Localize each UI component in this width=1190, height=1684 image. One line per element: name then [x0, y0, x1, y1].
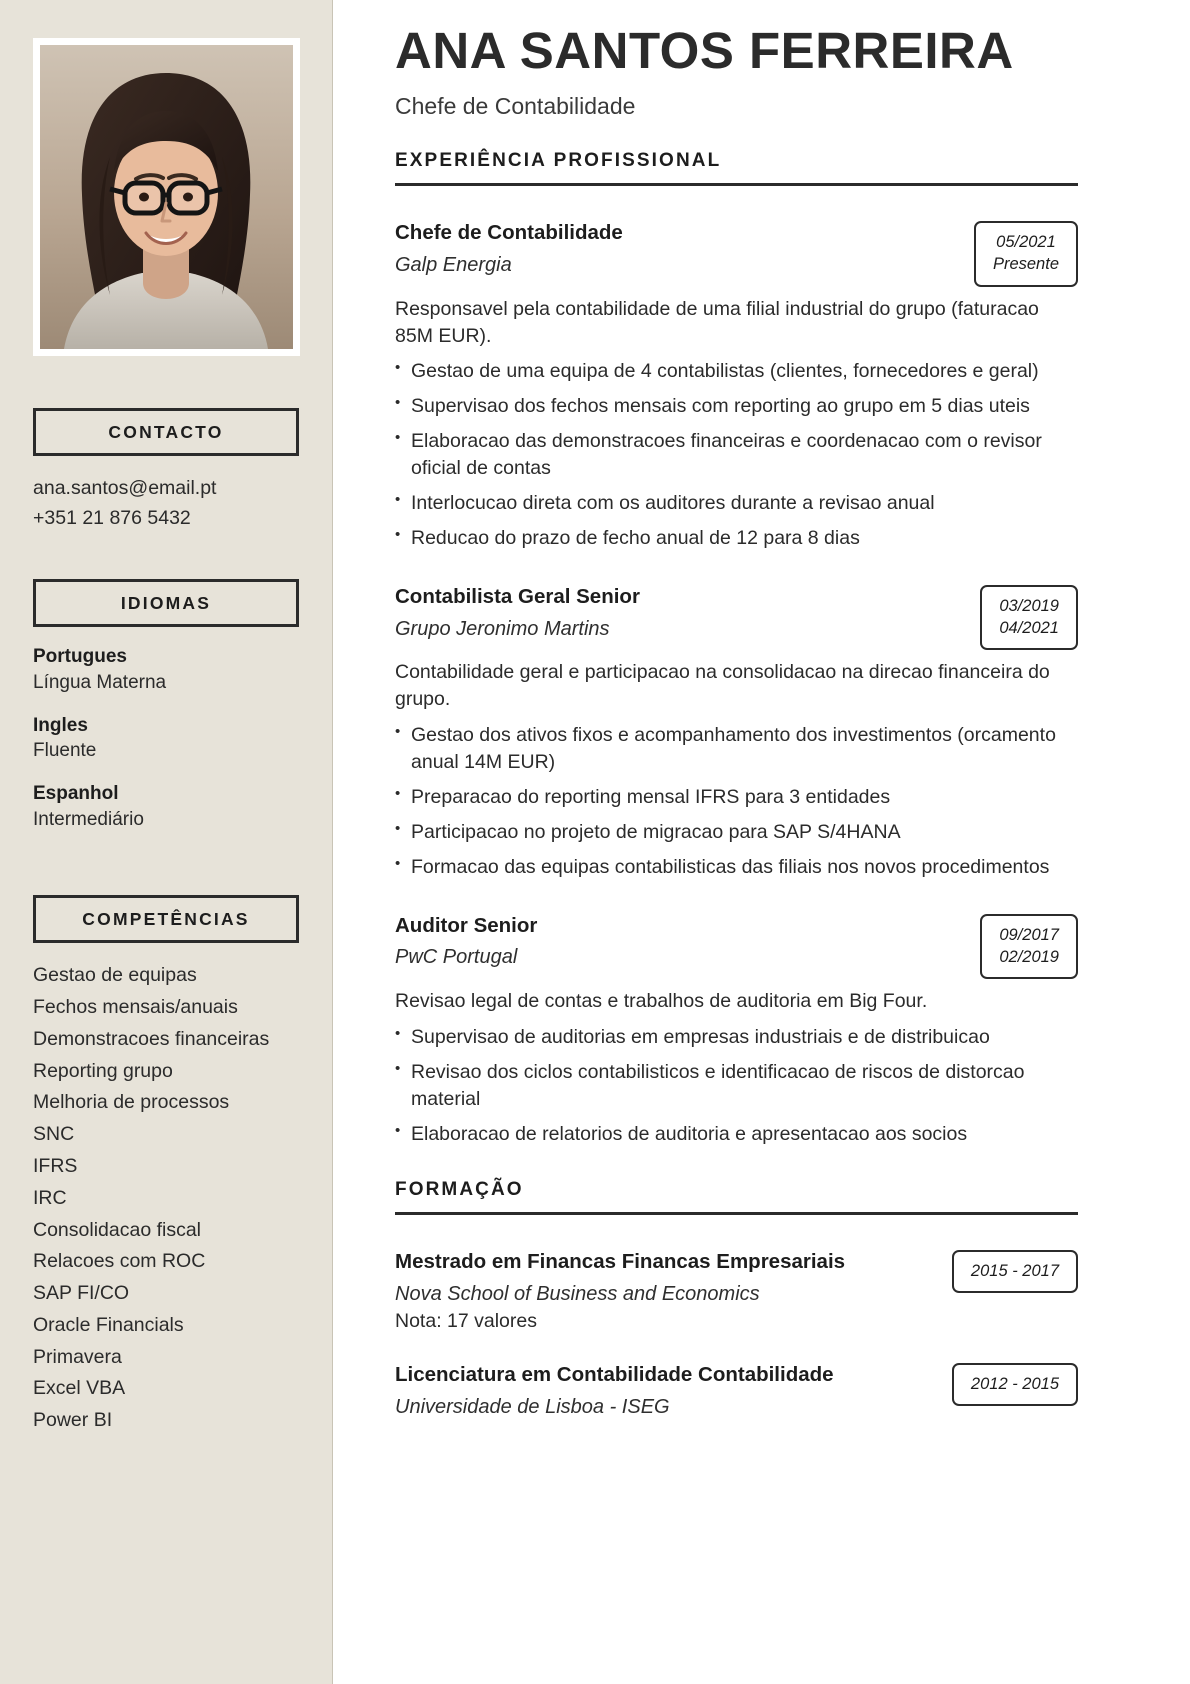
skills-list [33, 960, 299, 1437]
list-item: SNC [33, 1123, 75, 1146]
entry-header [395, 1361, 1078, 1421]
contact-email[interactable]: ana.santos@email.pt [33, 477, 217, 499]
language-name: Espanhol [33, 783, 119, 804]
institution-name: Nova School of Business and Economics [395, 1282, 760, 1305]
contact-heading: CONTACTO [33, 408, 299, 456]
employer-name: Galp Energia [395, 253, 512, 276]
date-start: 03/2019 [999, 596, 1059, 615]
list-item [33, 781, 299, 832]
list-item: Gestao de equipas [33, 964, 197, 987]
date-range: 2012 - 2015 [970, 1374, 1059, 1393]
job-title: Contabilista Geral Senior [395, 584, 640, 608]
date-end: 04/2021 [999, 619, 1059, 638]
list-item: • Revisao dos ciclos contabilisticos e identificacao de riscos de distorcao material [395, 1059, 1067, 1113]
spacer [33, 533, 299, 579]
language-level: Língua Materna [33, 672, 167, 694]
entry-titles [395, 1248, 845, 1335]
profile-photo-frame [33, 38, 300, 356]
list-item: IFRS [33, 1154, 78, 1177]
date-start: 05/2021 [996, 233, 1056, 252]
date-badge [952, 1363, 1078, 1406]
date-badge [974, 221, 1078, 287]
sidebar [0, 0, 333, 1684]
degree-grade: Nota: 17 valores [395, 1309, 537, 1332]
main-content [333, 0, 1190, 1684]
date-badge [952, 1250, 1078, 1293]
job-title: Auditor Senior [395, 913, 538, 937]
date-end: Presente [992, 255, 1059, 274]
list-item: • Supervisao dos fechos mensais com reporting ao grupo em 5 dias uteis [395, 393, 1067, 420]
list-item: • Elaboracao de relatorios de auditoria e apresentacao aos socios [395, 1121, 1067, 1148]
list-item: • Participacao no projeto de migracao para SAP S/4HANA [395, 819, 1067, 846]
date-start: 09/2017 [999, 925, 1059, 944]
language-name: Portugues [33, 646, 127, 668]
languages-list [33, 644, 299, 832]
list-item: Fechos mensais/anuais [33, 996, 238, 1019]
experience-heading: EXPERIÊNCIA PROFISSIONAL [395, 150, 1078, 186]
list-item: Consolidacao fiscal [33, 1218, 202, 1241]
experience-entry [395, 912, 1078, 1148]
list-item: SAP FI/CO [33, 1282, 130, 1305]
list-item: Power BI [33, 1409, 113, 1432]
education-entry [395, 1248, 1078, 1335]
skills-heading: COMPETÊNCIAS [33, 895, 299, 943]
list-item: Relacoes com ROC [33, 1250, 206, 1273]
date-badge [980, 585, 1078, 651]
entry-header [395, 583, 1078, 651]
entry-titles [395, 1361, 834, 1421]
list-item [33, 644, 299, 695]
list-item: • Elaboracao das demonstracoes financeiras e coordenacao com o revisor oficial de contas [395, 428, 1067, 482]
entry-summary: Contabilidade geral e participacao na consolidacao na direcao financeira do grupo. [395, 661, 1050, 711]
list-item: • Preparacao do reporting mensal IFRS para 3 entidades [395, 784, 1067, 811]
date-badge [980, 914, 1078, 980]
employer-name: Grupo Jeronimo Martins [395, 617, 610, 640]
experience-entry [395, 219, 1078, 552]
list-item: Melhoria de processos [33, 1091, 230, 1114]
languages-heading: IDIOMAS [33, 579, 299, 627]
avatar [40, 45, 293, 349]
institution-name: Universidade de Lisboa - ISEG [395, 1395, 670, 1418]
language-level: Intermediário [33, 808, 144, 830]
date-range: 2015 - 2017 [970, 1261, 1059, 1280]
entry-bullets [395, 358, 1078, 551]
contact-phone[interactable]: +351 21 876 5432 [33, 507, 191, 530]
list-item: • Gestao dos ativos fixos e acompanhamento dos investimentos (orcamento anual 14M EUR) [395, 722, 1067, 776]
employer-name: PwC Portugal [395, 946, 518, 969]
entry-titles [395, 583, 640, 643]
job-headline: Chefe de Contabilidade [395, 93, 636, 120]
entry-titles [395, 219, 623, 279]
language-name: Ingles [33, 714, 88, 736]
entry-bullets [395, 722, 1078, 881]
list-item: • Reducao do prazo de fecho anual de 12 para 8 dias [395, 525, 1067, 552]
entry-titles [395, 912, 537, 972]
list-item: Excel VBA [33, 1377, 126, 1400]
list-item: • Gestao de uma equipa de 4 contabilistas (clientes, fornecedores e geral) [395, 358, 1067, 385]
entry-header [395, 219, 1078, 287]
education-entry [395, 1361, 1078, 1421]
list-item [33, 713, 299, 764]
education-heading: FORMAÇÃO [395, 1179, 1078, 1215]
list-item: • Supervisao de auditorias em empresas industriais e de distribuicao [395, 1024, 1067, 1051]
spacer [33, 849, 299, 895]
list-item: • Formacao das equipas contabilisticas das filiais nos novos procedimentos [395, 854, 1067, 881]
experience-entry [395, 583, 1078, 881]
list-item: Primavera [33, 1345, 122, 1368]
entry-bullets [395, 1024, 1078, 1148]
job-title: Chefe de Contabilidade [395, 221, 623, 245]
list-item: • Interlocucao direta com os auditores durante a revisao anual [395, 490, 1067, 517]
page-title: ANA SANTOS FERREIRA [395, 22, 1014, 79]
list-item: Oracle Financials [33, 1313, 184, 1336]
language-level: Fluente [33, 740, 97, 762]
entry-summary: Responsavel pela contabilidade de uma filial industrial do grupo (faturacao 85M EUR). [395, 297, 1039, 347]
list-item: IRC [33, 1186, 67, 1209]
degree-title: Mestrado em Financas Financas Empresariais [395, 1249, 846, 1273]
entry-header [395, 912, 1078, 980]
list-item: Reporting grupo [33, 1059, 173, 1082]
degree-title: Licenciatura em Contabilidade Contabilidade [395, 1362, 834, 1386]
entry-header [395, 1248, 1078, 1335]
date-end: 02/2019 [999, 948, 1059, 967]
entry-summary: Revisao legal de contas e trabalhos de auditoria em Big Four. [395, 990, 928, 1013]
list-item: Demonstracoes financeiras [33, 1027, 270, 1050]
